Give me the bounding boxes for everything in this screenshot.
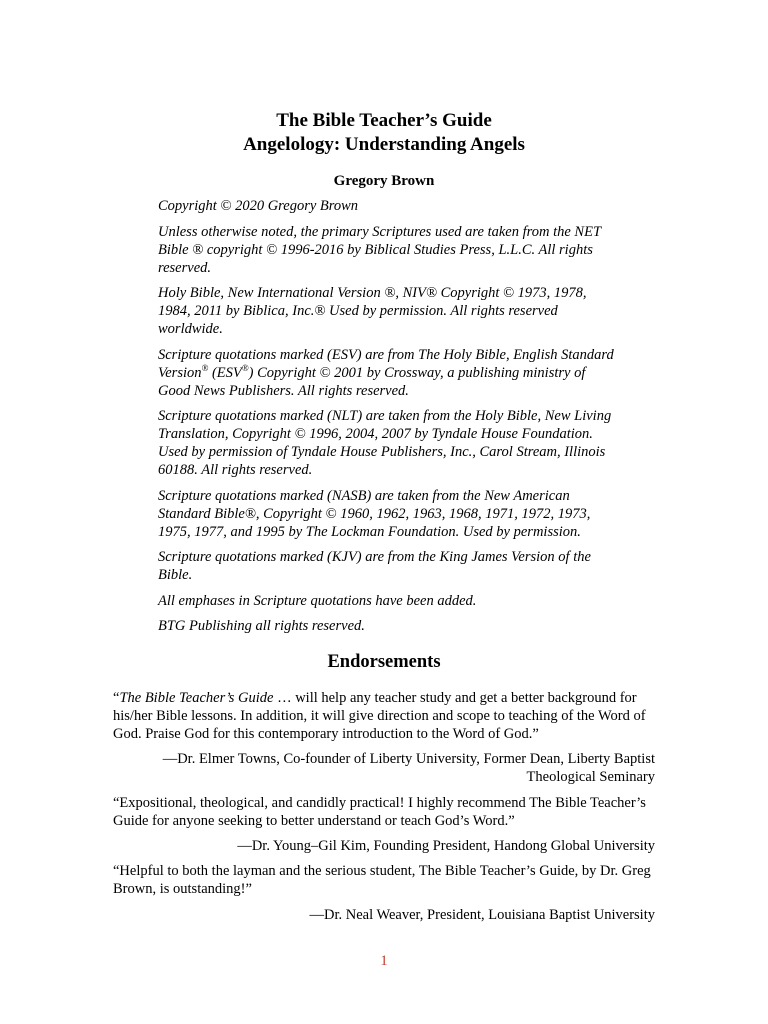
quote-3-text: “Helpful to both the layman and the serious student, The Bible Teacher’s Guide, by Dr. Greg Brown, is outstanding!” [113,863,651,897]
kjv-notice: Scripture quotations marked (KJV) are from the King James Version of the Bible. [158,549,591,583]
endorsement-attribution-2 [113,837,655,855]
endorsement-quote-2 [113,794,655,830]
page-number: 1 [380,953,388,969]
quote-2-text: “Expositional, theological, and candidly practical! I highly recommend The Bible Teacher’s Guide for anyone seeking to better understand or teach God’s Word.” [113,795,646,829]
quote-book-title: The Bible Teacher’s Guide [119,690,274,706]
attribution-1-text: —Dr. Elmer Towns, Co-founder of Liberty University, Former Dean, Liberty Baptist Theological Seminary [162,751,655,785]
author-name: Gregory Brown [333,173,435,189]
endorsement-quote-3 [113,862,655,898]
niv-notice: Holy Bible, New International Version ®, NIV® Copyright © 1973, 1978, 1984, 2011 by Biblica, Inc.® Used by permission. All rights reserved worldwide. [158,285,587,337]
copyright-section [158,197,614,643]
emphases-notice: All emphases in Scripture quotations have been added. [158,592,477,609]
btg-notice: BTG Publishing all rights reserved. [158,618,365,634]
copyright-line: Copyright © 2020 Gregory Brown [158,198,359,214]
esv-notice [158,346,614,400]
endorsements-heading: Endorsements [327,652,441,672]
book-title: The Bible Teacher’s Guide [276,110,492,131]
esv-sup-1: ® [201,362,209,373]
quote-1-text: … will help any teacher study and get a better background for his/her Bible lessons. In addition, it will give direction and scope to teaching of the Word of God. Praise God for this contemporary introduction to the Word of God.” [113,690,646,742]
nlt-notice: Scripture quotations marked (NLT) are taken from the Holy Bible, New Living Translation, Copyright © 1996, 2004, 2007 by Tyndale House Foundation. Used by permission of Tyndale House Publishers, Inc., Carol Stream, Illinois 60188. All rights reserved. [158,408,612,478]
esv-text-c: ) Copyright © 2001 by Crossway, a publishing ministry of Good News Publishers. All rights reserved. [158,364,586,399]
attribution-3-text: —Dr. Neal Weaver, President, Louisiana Baptist University [309,907,655,923]
nasb-notice: Scripture quotations marked (NASB) are taken from the New American Standard Bible®, Copyright © 1960, 1962, 1963, 1968, 1971, 1972, 1973, 1975, 1977, and 1995 by The Lockman Foundation. Used by permission. [158,487,591,540]
book-subtitle: Angelology: Understanding Angels [243,134,525,155]
net-notice: Unless otherwise noted, the primary Scriptures used are taken from the NET Bible ® copyright © 1996-2016 by Biblical Studies Press, L.L.C. All rights reserved. [158,223,601,276]
esv-text-b: (ESV [208,364,242,381]
endorsement-quote-1 [113,689,655,743]
esv-sup-2: ® [241,362,249,373]
endorsement-attribution-3 [113,906,655,924]
endorsement-attribution-1 [113,750,655,786]
quote-open-mark: “ [113,690,120,706]
attribution-2-text: —Dr. Young–Gil Kim, Founding President, Handong Global University [237,838,655,854]
esv-text-a: Scripture quotations marked (ESV) are from The Holy Bible, English Standard Version [158,346,614,381]
